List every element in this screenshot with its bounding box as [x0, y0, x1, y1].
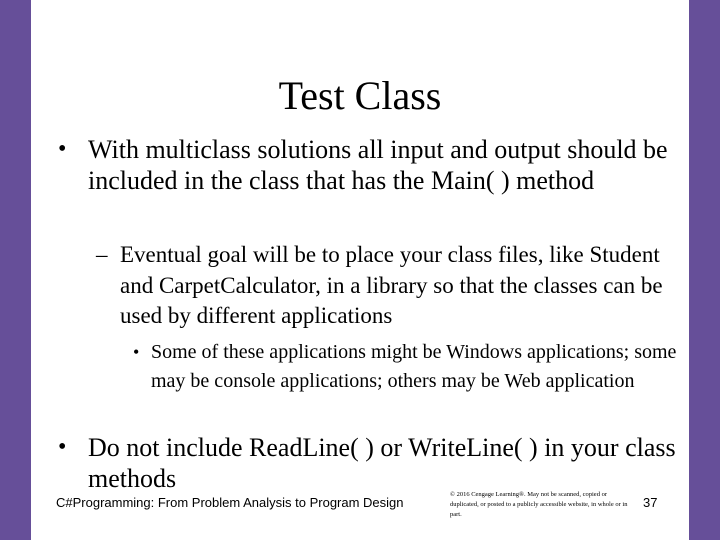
- bullet-level1-item: [58, 432, 688, 494]
- slide-page-number: 37: [643, 495, 658, 510]
- bullet-text: Do not include ReadLine( ) or WriteLine( ) in your class methods: [88, 433, 676, 493]
- bullet-level1-item: [58, 134, 678, 196]
- footer-course-title: C#Programming: From Problem Analysis to Program Design: [56, 495, 404, 510]
- bullet-text: Eventual goal will be to place your class files, like Student and CarpetCalculator, in a library so that the classes can be used by different applications: [120, 242, 663, 328]
- dash-marker: –: [96, 242, 108, 267]
- bullet-marker: •: [58, 434, 67, 460]
- bullet-text: Some of these applications might be Windows applications; some may be console applications; others may be Web application: [151, 341, 677, 392]
- footer-copyright-notice: © 2016 Cengage Learning®. May not be scanned, copied or duplicated, or posted to a publicly accessible website, in whole or in part.: [450, 491, 628, 518]
- bullet-marker: •: [133, 342, 140, 362]
- bullet-text: With multiclass solutions all input and output should be included in the class that has the Main( ) method: [88, 135, 668, 195]
- bullet-marker: •: [58, 136, 67, 162]
- bullet-level3-item: [133, 338, 693, 396]
- slide-title: Test Class: [278, 73, 442, 118]
- bullet-level2-item: [96, 240, 696, 332]
